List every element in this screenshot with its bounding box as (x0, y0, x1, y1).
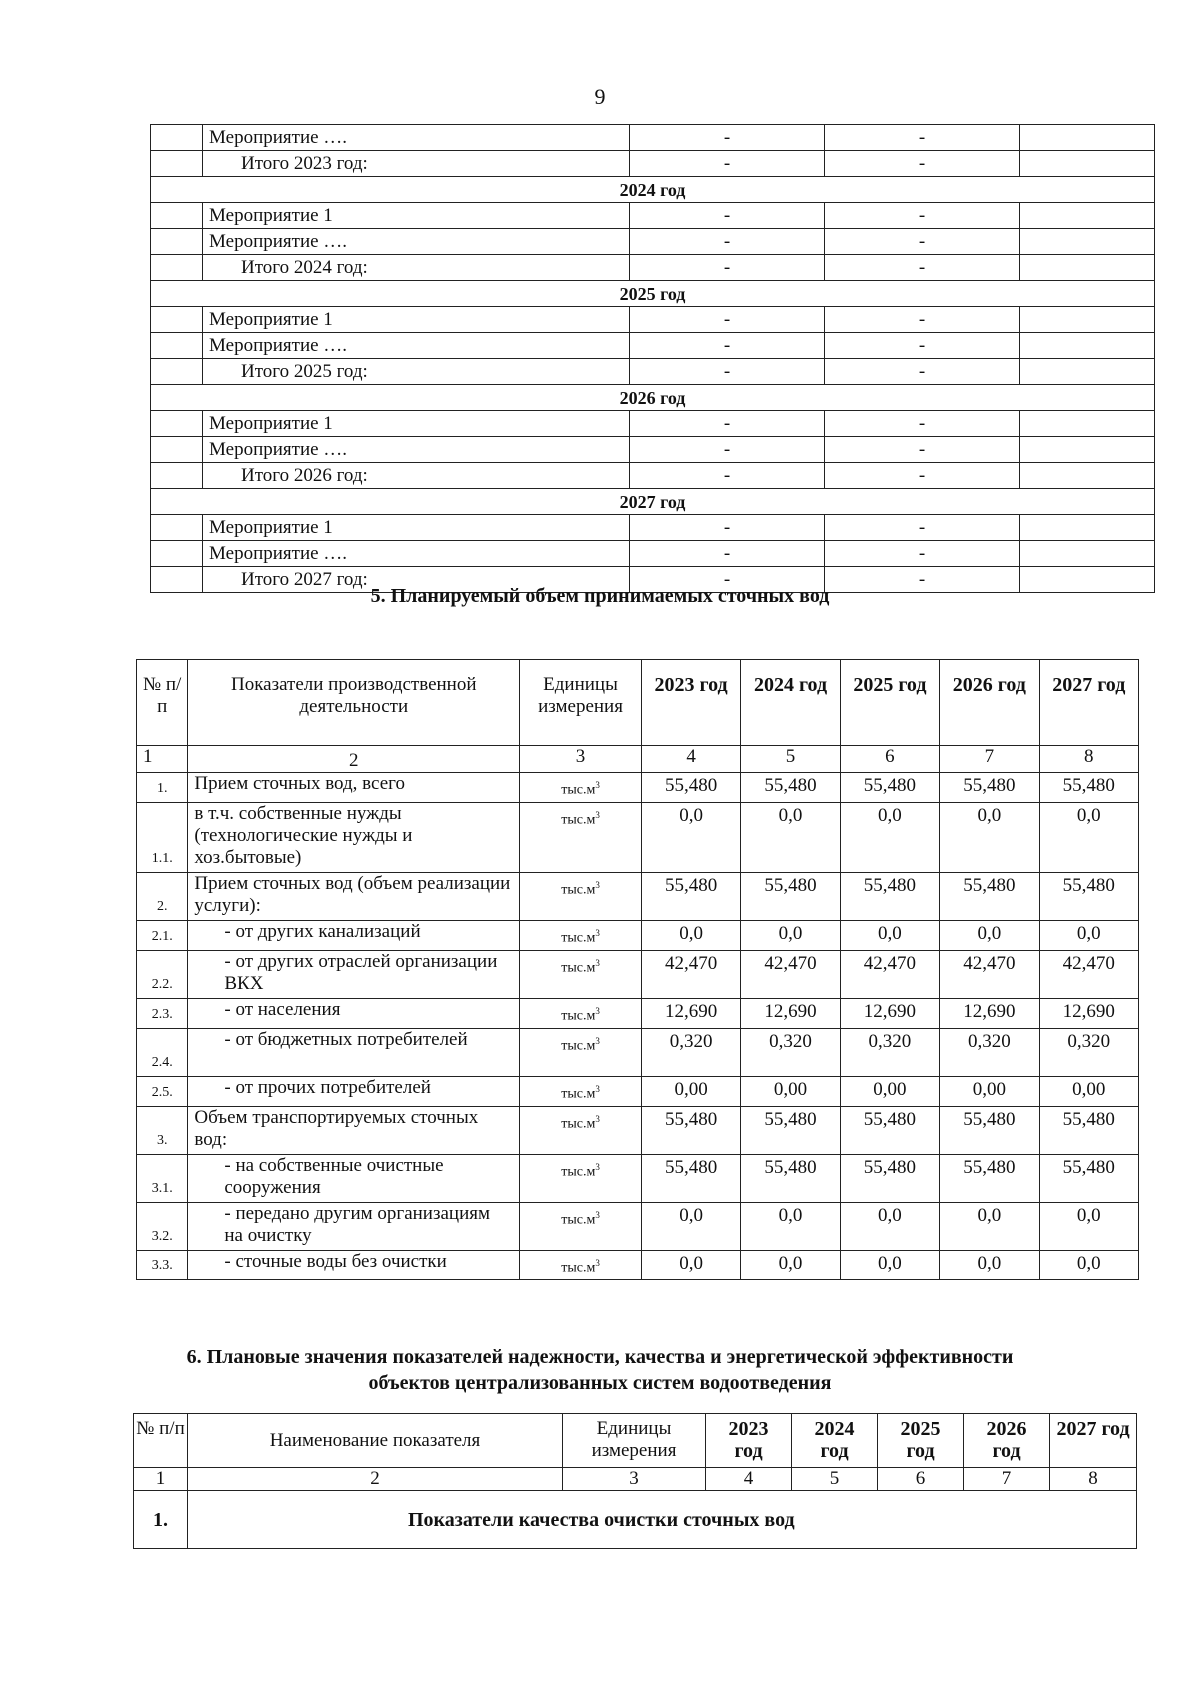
table-row (137, 920, 1139, 950)
measure-value: - (825, 307, 1020, 333)
unit-cell (520, 1028, 642, 1076)
group-row-num: 1. (134, 1491, 188, 1549)
col-num-7: 7 (940, 746, 1039, 773)
value-cell: 0,320 (940, 1028, 1039, 1076)
value-cell: 0,0 (1039, 920, 1138, 950)
unit-cell (520, 920, 642, 950)
unit-label: тыс.м (561, 1212, 596, 1228)
section6-title-line2: объектов централизованных систем водоотведения (368, 1372, 832, 1394)
empty-cell (1020, 411, 1155, 437)
header-year-2023: 2023 год (706, 1414, 792, 1468)
table-row (137, 1154, 1139, 1202)
measure-value: - (630, 229, 825, 255)
measure-name: Мероприятие …. (203, 229, 630, 255)
value-cell: 55,480 (741, 1154, 840, 1202)
header-num: № п/п (137, 660, 188, 746)
row-num-cell (151, 307, 203, 333)
measure-value: - (825, 437, 1020, 463)
col-num-6: 6 (840, 746, 939, 773)
page-number: 9 (594, 84, 606, 109)
row-number: 2.5. (137, 1076, 188, 1106)
header-unit: Единицы измерения (563, 1414, 706, 1468)
unit-label: тыс.м (561, 812, 596, 828)
measure-name: Мероприятие 1 (203, 307, 630, 333)
value-cell: 0,0 (741, 920, 840, 950)
total-row (151, 463, 1155, 489)
measure-value: - (825, 229, 1020, 255)
empty-cell (1020, 463, 1155, 489)
unit-superscript: 3 (595, 1005, 600, 1016)
measure-row (151, 437, 1155, 463)
unit-label: тыс.м (561, 1260, 596, 1276)
indicator-label: Прием сточных вод (объем реализации услуги): (188, 872, 520, 920)
section6-title-line1: 6. Плановые значения показателей надежности, качества и энергетической эффективности (186, 1346, 1014, 1368)
measure-value: - (630, 411, 825, 437)
unit-superscript: 3 (595, 1083, 600, 1094)
unit-superscript: 3 (595, 1209, 600, 1220)
row-number: 2.1. (137, 920, 188, 950)
empty-cell (1020, 229, 1155, 255)
value-cell: 55,480 (741, 1106, 840, 1154)
unit-superscript: 3 (595, 957, 600, 968)
col-num-6: 6 (878, 1468, 964, 1491)
value-cell: 0,0 (741, 802, 840, 872)
unit-cell (520, 1076, 642, 1106)
group-row-label: Показатели качества очистки сточных вод (188, 1491, 1137, 1549)
table-row (137, 773, 1139, 803)
empty-cell (1020, 255, 1155, 281)
table-row (137, 1202, 1139, 1250)
table-row (137, 1028, 1139, 1076)
total-label: Итого 2025 год: (203, 359, 630, 385)
measure-value: - (825, 359, 1020, 385)
value-cell: 0,320 (1039, 1028, 1138, 1076)
value-cell: 0,0 (840, 1250, 939, 1280)
col-num-4: 4 (641, 746, 740, 773)
empty-cell (1020, 203, 1155, 229)
header-year-2025: 2025 год (840, 660, 939, 746)
header-unit: Единицы измерения (520, 660, 642, 746)
total-row (151, 151, 1155, 177)
value-cell: 55,480 (940, 773, 1039, 803)
value-cell: 12,690 (1039, 998, 1138, 1028)
unit-cell (520, 1106, 642, 1154)
row-num-cell (151, 151, 203, 177)
measure-value: - (825, 515, 1020, 541)
indicator-label: - от других канализаций (188, 920, 520, 950)
value-cell: 0,00 (940, 1076, 1039, 1106)
measure-value: - (630, 541, 825, 567)
unit-superscript: 3 (595, 780, 600, 790)
measure-value: - (825, 411, 1020, 437)
measure-name: Мероприятие …. (203, 437, 630, 463)
value-cell: 0,0 (1039, 1250, 1138, 1280)
measure-row (151, 125, 1155, 151)
empty-cell (1020, 125, 1155, 151)
value-cell: 55,480 (840, 1106, 939, 1154)
total-label: Итого 2024 год: (203, 255, 630, 281)
value-cell: 0,0 (940, 920, 1039, 950)
value-cell: 55,480 (940, 1106, 1039, 1154)
col-num-8: 8 (1050, 1468, 1137, 1491)
empty-cell (1020, 515, 1155, 541)
measure-name: Мероприятие …. (203, 333, 630, 359)
measure-value: - (630, 125, 825, 151)
measure-value: - (825, 541, 1020, 567)
measure-row (151, 307, 1155, 333)
table-header-row (137, 660, 1139, 746)
total-label: Итого 2026 год: (203, 463, 630, 489)
measure-value: - (825, 463, 1020, 489)
unit-cell (520, 998, 642, 1028)
measure-row (151, 333, 1155, 359)
row-number: 2.2. (137, 950, 188, 998)
value-cell: 0,320 (641, 1028, 740, 1076)
value-cell: 0,0 (940, 802, 1039, 872)
value-cell: 0,0 (741, 1250, 840, 1280)
measure-value: - (630, 151, 825, 177)
measure-value: - (825, 333, 1020, 359)
value-cell: 0,0 (641, 802, 740, 872)
row-num-cell (151, 255, 203, 281)
table-row (137, 872, 1139, 920)
year-row (151, 177, 1155, 203)
value-cell: 12,690 (641, 998, 740, 1028)
indicator-label: - от бюджетных потребителей (188, 1028, 520, 1076)
year-row (151, 489, 1155, 515)
value-cell: 42,470 (840, 950, 939, 998)
unit-label: тыс.м (561, 1086, 596, 1102)
value-cell: 55,480 (741, 773, 840, 803)
total-row (151, 359, 1155, 385)
row-number: 2.3. (137, 998, 188, 1028)
col-num-2: 2 (188, 746, 520, 773)
value-cell: 0,0 (840, 802, 939, 872)
unit-superscript: 3 (595, 1257, 600, 1268)
measures-table (150, 124, 1155, 593)
measure-value: - (630, 255, 825, 281)
table-row (137, 998, 1139, 1028)
row-number: 1.1. (137, 802, 188, 872)
unit-label: тыс.м (561, 1164, 596, 1180)
year-row (151, 385, 1155, 411)
value-cell: 55,480 (1039, 872, 1138, 920)
col-num-1: 1 (134, 1468, 188, 1491)
value-cell: 55,480 (840, 1154, 939, 1202)
value-cell: 0,0 (1039, 802, 1138, 872)
unit-superscript: 3 (595, 1113, 600, 1124)
unit-superscript: 3 (595, 927, 600, 938)
value-cell: 0,0 (940, 1202, 1039, 1250)
total-label: Итого 2023 год: (203, 151, 630, 177)
row-number: 2.4. (137, 1028, 188, 1076)
measure-value: - (825, 151, 1020, 177)
value-cell: 55,480 (840, 773, 939, 803)
measure-value: - (825, 255, 1020, 281)
unit-cell (520, 872, 642, 920)
column-number-row (137, 746, 1139, 773)
value-cell: 0,0 (840, 920, 939, 950)
unit-cell (520, 1250, 642, 1280)
value-cell: 55,480 (940, 1154, 1039, 1202)
total-label: Итого 2027 год: (203, 567, 630, 593)
empty-cell (1020, 541, 1155, 567)
year-row (151, 281, 1155, 307)
value-cell: 0,0 (940, 1250, 1039, 1280)
row-num-cell (151, 515, 203, 541)
value-cell: 0,0 (641, 1250, 740, 1280)
year-heading: 2024 год (151, 177, 1155, 203)
measure-name: Мероприятие …. (203, 541, 630, 567)
empty-cell (1020, 151, 1155, 177)
table-row (137, 802, 1139, 872)
value-cell: 0,00 (1039, 1076, 1138, 1106)
wastewater-volume-table (136, 659, 1139, 1280)
measure-name: Мероприятие 1 (203, 515, 630, 541)
unit-cell (520, 1202, 642, 1250)
unit-label: тыс.м (561, 1008, 596, 1024)
year-heading: 2025 год (151, 281, 1155, 307)
measure-name: Мероприятие …. (203, 125, 630, 151)
value-cell: 42,470 (741, 950, 840, 998)
header-year-2026: 2026 год (964, 1414, 1050, 1468)
measure-value: - (630, 359, 825, 385)
value-cell: 55,480 (1039, 773, 1138, 803)
measure-value: - (630, 437, 825, 463)
indicator-label: - от прочих потребителей (188, 1076, 520, 1106)
unit-label: тыс.м (561, 930, 596, 946)
header-year-2027: 2027 год (1039, 660, 1138, 746)
unit-cell (520, 773, 642, 803)
indicator-label: - от населения (188, 998, 520, 1028)
value-cell: 0,0 (741, 1202, 840, 1250)
indicator-label: - передано другим организациям на очистку (188, 1202, 520, 1250)
row-num-cell (151, 333, 203, 359)
value-cell: 0,00 (641, 1076, 740, 1106)
header-indicator: Показатели производственной деятельности (188, 660, 520, 746)
row-num-cell (151, 359, 203, 385)
unit-superscript: 3 (595, 1161, 600, 1172)
indicator-label: Прием сточных вод, всего (188, 773, 520, 803)
empty-cell (1020, 437, 1155, 463)
section5-title: 5. Планируемый объем принимаемых сточных вод (370, 585, 830, 607)
group-row (134, 1491, 1137, 1549)
col-num-4: 4 (706, 1468, 792, 1491)
measure-row (151, 229, 1155, 255)
col-num-2: 2 (188, 1468, 563, 1491)
row-num-cell (151, 437, 203, 463)
measure-row (151, 411, 1155, 437)
value-cell: 42,470 (940, 950, 1039, 998)
row-num-cell (151, 229, 203, 255)
value-cell: 55,480 (641, 872, 740, 920)
row-number: 2. (137, 872, 188, 920)
column-number-row (134, 1468, 1137, 1491)
row-number: 3.2. (137, 1202, 188, 1250)
value-cell: 55,480 (840, 872, 939, 920)
measure-row (151, 203, 1155, 229)
value-cell: 12,690 (940, 998, 1039, 1028)
measure-value: - (630, 203, 825, 229)
value-cell: 0,00 (840, 1076, 939, 1106)
value-cell: 55,480 (641, 1154, 740, 1202)
value-cell: 0,0 (840, 1202, 939, 1250)
header-num: № п/п (134, 1414, 188, 1468)
value-cell: 12,690 (840, 998, 939, 1028)
table-row (137, 1106, 1139, 1154)
value-cell: 55,480 (741, 872, 840, 920)
indicator-label: Объем транспортируемых сточных вод: (188, 1106, 520, 1154)
header-year-2023: 2023 год (641, 660, 740, 746)
value-cell: 42,470 (1039, 950, 1138, 998)
measure-row (151, 515, 1155, 541)
col-num-3: 3 (520, 746, 642, 773)
header-year-2027: 2027 год (1050, 1414, 1137, 1468)
row-num-cell (151, 541, 203, 567)
indicator-label: в т.ч. собственные нужды (технологические нужды и хоз.бытовые) (188, 802, 520, 872)
col-num-5: 5 (792, 1468, 878, 1491)
col-num-5: 5 (741, 746, 840, 773)
unit-label: тыс.м (561, 1038, 596, 1054)
measure-value: - (630, 307, 825, 333)
row-num-cell (151, 463, 203, 489)
indicator-label: - от других отраслей организации ВКХ (188, 950, 520, 998)
total-row (151, 255, 1155, 281)
reliability-indicators-table (133, 1413, 1137, 1549)
measure-value: - (825, 203, 1020, 229)
unit-cell (520, 950, 642, 998)
value-cell: 55,480 (1039, 1154, 1138, 1202)
table-header-row (134, 1414, 1137, 1468)
value-cell: 55,480 (940, 872, 1039, 920)
measure-value: - (630, 515, 825, 541)
empty-cell (1020, 359, 1155, 385)
value-cell: 55,480 (641, 1106, 740, 1154)
row-num-cell (151, 203, 203, 229)
measure-name: Мероприятие 1 (203, 203, 630, 229)
value-cell: 42,470 (641, 950, 740, 998)
value-cell: 0,320 (741, 1028, 840, 1076)
col-num-1: 1 (137, 746, 188, 773)
indicator-label: - сточные воды без очистки (188, 1250, 520, 1280)
row-number: 3.1. (137, 1154, 188, 1202)
value-cell: 0,0 (1039, 1202, 1138, 1250)
value-cell: 55,480 (1039, 1106, 1138, 1154)
value-cell: 12,690 (741, 998, 840, 1028)
unit-cell (520, 802, 642, 872)
header-year-2024: 2024 год (741, 660, 840, 746)
col-num-8: 8 (1039, 746, 1138, 773)
unit-label: тыс.м (561, 882, 596, 898)
col-num-7: 7 (964, 1468, 1050, 1491)
measure-value: - (630, 567, 825, 593)
unit-cell (520, 1154, 642, 1202)
unit-superscript: 3 (595, 1035, 600, 1046)
empty-cell (1020, 307, 1155, 333)
row-number: 3.3. (137, 1250, 188, 1280)
measure-value: - (825, 567, 1020, 593)
measure-value: - (630, 463, 825, 489)
table-row (137, 1250, 1139, 1280)
header-year-2025: 2025 год (878, 1414, 964, 1468)
year-heading: 2027 год (151, 489, 1155, 515)
value-cell: 0,0 (641, 920, 740, 950)
measure-row (151, 541, 1155, 567)
value-cell: 0,0 (641, 1202, 740, 1250)
indicator-label: - на собственные очистные сооружения (188, 1154, 520, 1202)
unit-superscript: 3 (595, 879, 600, 890)
measure-name: Мероприятие 1 (203, 411, 630, 437)
value-cell: 0,00 (741, 1076, 840, 1106)
unit-label: тыс.м (561, 1116, 596, 1132)
row-number: 1. (137, 773, 188, 803)
value-cell: 0,320 (840, 1028, 939, 1076)
table-row (137, 1076, 1139, 1106)
header-name: Наименование показателя (188, 1414, 563, 1468)
unit-label: тыс.м (561, 960, 596, 976)
year-heading: 2026 год (151, 385, 1155, 411)
header-year-2026: 2026 год (940, 660, 1039, 746)
measure-value: - (825, 125, 1020, 151)
value-cell: 55,480 (641, 773, 740, 803)
col-num-3: 3 (563, 1468, 706, 1491)
table-row (137, 950, 1139, 998)
row-number: 3. (137, 1106, 188, 1154)
unit-label: тыс.м (561, 782, 596, 798)
unit-superscript: 3 (595, 809, 600, 820)
header-year-2024: 2024 год (792, 1414, 878, 1468)
measure-value: - (630, 333, 825, 359)
row-num-cell (151, 411, 203, 437)
row-num-cell (151, 125, 203, 151)
empty-cell (1020, 333, 1155, 359)
